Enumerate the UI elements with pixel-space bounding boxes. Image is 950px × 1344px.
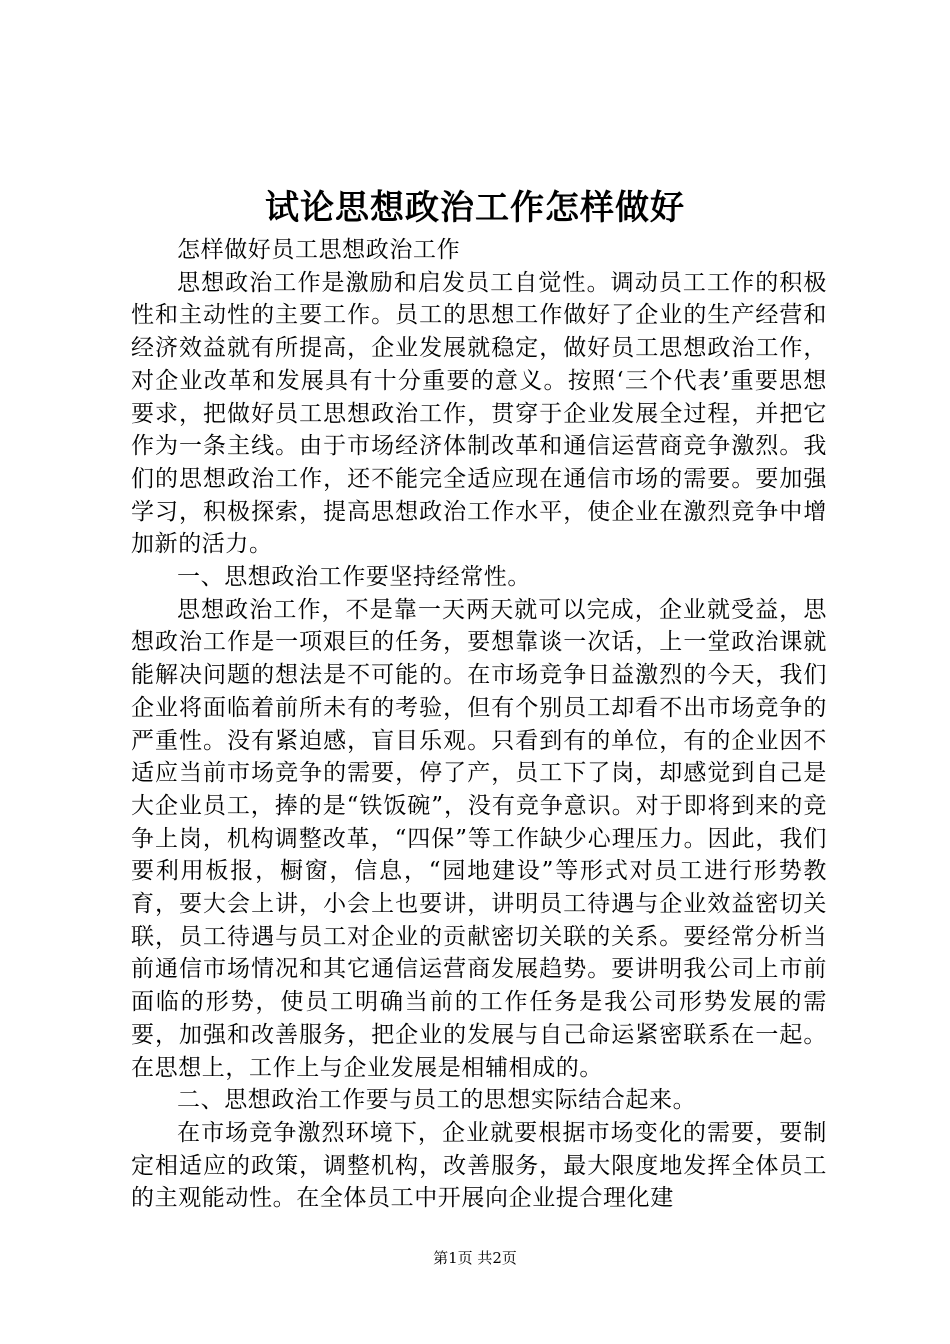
page-number-footer: 第1页 共2页 xyxy=(433,1249,517,1267)
document-body xyxy=(131,234,827,1215)
section-heading-1: 一、思想政治工作要坚持经常性。 xyxy=(177,564,531,591)
paragraph-section-1: 思想政治工作，不是靠一天两天就可以完成，企业就受益，思想政治工作是一项艰巨的任务，要想靠谈一次话，上一堂政治课就能解决问题的想法是不可能的。在市场竞争日益激烈的今天，我们企业将面临着前所未有的考验，但有个别员工却看不出市场竞争的严重性。没有紧迫感，盲目乐观。只看到有的单位，有的企业因不适应当前市场竞争的需要，停了产，员工下了岗，却感觉到自己是大企业员工，捧的是“铁饭碗”，没有竞争意识。对于即将到来的竞争上岗，机构调整改革，“四保”等工作缺少心理压力。因此，我们要利用板报，橱窗，信息，“园地建设”等形式对员工进行形势教育，要大会上讲，小会上也要讲，讲明员工待遇与企业效益密切关联，员工待遇与员工对企业的贡献密切关联的关系。要经常分析当前通信市场情况和其它通信运营商发展趋势。要讲明我公司上市前面临的形势，使员工明确当前的工作任务是我公司形势发展的需要，加强和改善服务，把企业的发展与自己命运紧密联系在一起。在思想上，工作上与企业发展是相辅相成的。 xyxy=(131,596,827,1081)
document-title: 试论思想政治工作怎样做好 xyxy=(265,188,685,228)
paragraph-intro: 思想政治工作是激励和启发员工自觉性。调动员工工作的积极性和主动性的主要工作。员工的思想工作做好了企业的生产经营和经济效益就有所提高，企业发展就稳定，做好员工思想政治工作，对企业改革和发展具有十分重要的意义。按照‘三个代表’重要思想要求，把做好员工思想政治工作，贯穿于企业发展全过程，并把它作为一条主线。由于市场经济体制改革和通信运营商竞争激烈。我们的思想政治工作，还不能完全适应现在通信市场的需要。要加强学习，积极探索，提高思想政治工作水平，使企业在激烈竞争中增加新的活力。 xyxy=(131,269,827,558)
paragraph-section-2: 在市场竞争激烈环境下，企业就要根据市场变化的需要，要制定相适应的政策，调整机构，改善服务，最大限度地发挥全体员工的主观能动性。在全体员工中开展向企业提合理化建 xyxy=(131,1119,827,1212)
section-heading-2: 二、思想政治工作要与员工的思想实际结合起来。 xyxy=(177,1087,697,1114)
paragraph-subtitle: 怎样做好员工思想政治工作 xyxy=(177,237,461,263)
